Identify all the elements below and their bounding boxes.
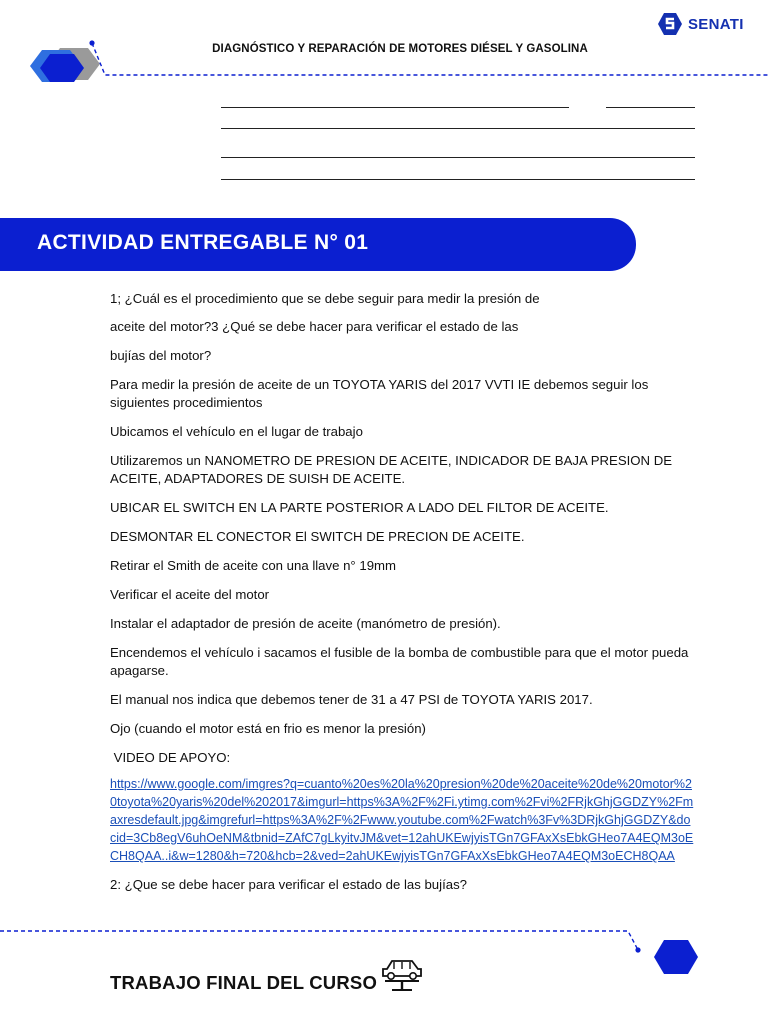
paragraph: El manual nos indica que debemos tener de 31 a 47 PSI de TOYOTA YARIS 2017.: [110, 692, 593, 707]
question-1-line-3: bujías del motor?: [110, 348, 212, 363]
paragraph: Instalar el adaptador de presión de aceite (manómetro de presión).: [110, 616, 501, 631]
video-link[interactable]: https://www.google.com/imgres?q=cuanto%20es%20la%20presion%20de%20aceite%20de%20motor%20toyota%20yaris%20del%202017&imgurl=https%3A%2F%2Fi.ytimg.com%2Fvi%2FRjkGhjGGDZY%2Fmaxresdefault.jpg&imgrefurl=https%3A%2F%2Fwww.youtube.com%2Fwatch%3Fv%3DRjkGhjGGDZY&docid=3Cb8egV6uhOeNM&tbnid=ZAfC7gLkyitvJM&vet=12ahUKEwjyisTGn7GFAxXsEbkGHeo7A4EQM3oECH8QAA..i&w=1280&h=720&hcb=2&ved=2ahUKEwjyisTGn7GFAxXsEbkGHeo7A4EQM3oECH8QAA: [110, 777, 694, 863]
blank-line: [221, 128, 695, 129]
activity-title: ACTIVIDAD ENTREGABLE N° 01: [37, 231, 369, 254]
question-1-line-2: aceite del motor?3 ¿Qué se debe hacer para verificar el estado de las: [110, 319, 519, 334]
paragraph: Verificar el aceite del motor: [110, 587, 270, 602]
paragraph: Utilizaremos un NANOMETRO DE PRESION DE ACEITE, INDICADOR DE BAJA PRESION DE ACEITE, ADAPTADORES DE SUISH DE ACEITE.: [110, 453, 673, 486]
senati-logo-icon: [658, 12, 682, 36]
paragraph: Para medir la presión de aceite de un TOYOTA YARIS del 2017 VVTI IE debemos seguir los siguientes procedimientos: [110, 377, 649, 410]
car-lift-icon: [381, 955, 425, 993]
video-link-wrapper: [110, 775, 695, 865]
question-1-line-1: 1; ¿Cuál es el procedimiento que se debe seguir para medir la presión de: [110, 291, 540, 306]
paragraph: DESMONTAR EL CONECTOR El SWITCH DE PRECION DE ACEITE.: [110, 529, 525, 544]
footer-title: TRABAJO FINAL DEL CURSO: [110, 972, 378, 993]
paragraph: UBICAR EL SWITCH EN LA PARTE POSTERIOR A LADO DEL FILTOR DE ACEITE.: [110, 500, 609, 515]
paragraph: Ojo (cuando el motor está en frio es menor la presión): [110, 721, 426, 736]
paragraph: Encendemos el vehículo i sacamos el fusible de la bomba de combustible para que el motor pueda apagarse.: [110, 645, 689, 678]
senati-brand-name: SENATI: [688, 15, 744, 33]
document-header-title: DIAGNÓSTICO Y REPARACIÓN DE MOTORES DIÉSEL Y GASOLINA: [212, 43, 588, 55]
blank-line: [221, 157, 695, 158]
video-label: VIDEO DE APOYO:: [110, 750, 231, 765]
document-body: [110, 290, 695, 894]
activity-banner: [0, 218, 636, 271]
question-2: 2: ¿Que se debe hacer para verificar el estado de las bujías?: [110, 877, 468, 892]
paragraph: Retirar el Smith de aceite con una llave n° 19mm: [110, 558, 397, 573]
blank-line: [221, 179, 695, 180]
blank-line: [606, 107, 695, 108]
paragraph: Ubicamos el vehículo en el lugar de trabajo: [110, 424, 363, 439]
blank-line: [221, 107, 569, 108]
senati-logo: [658, 12, 744, 36]
